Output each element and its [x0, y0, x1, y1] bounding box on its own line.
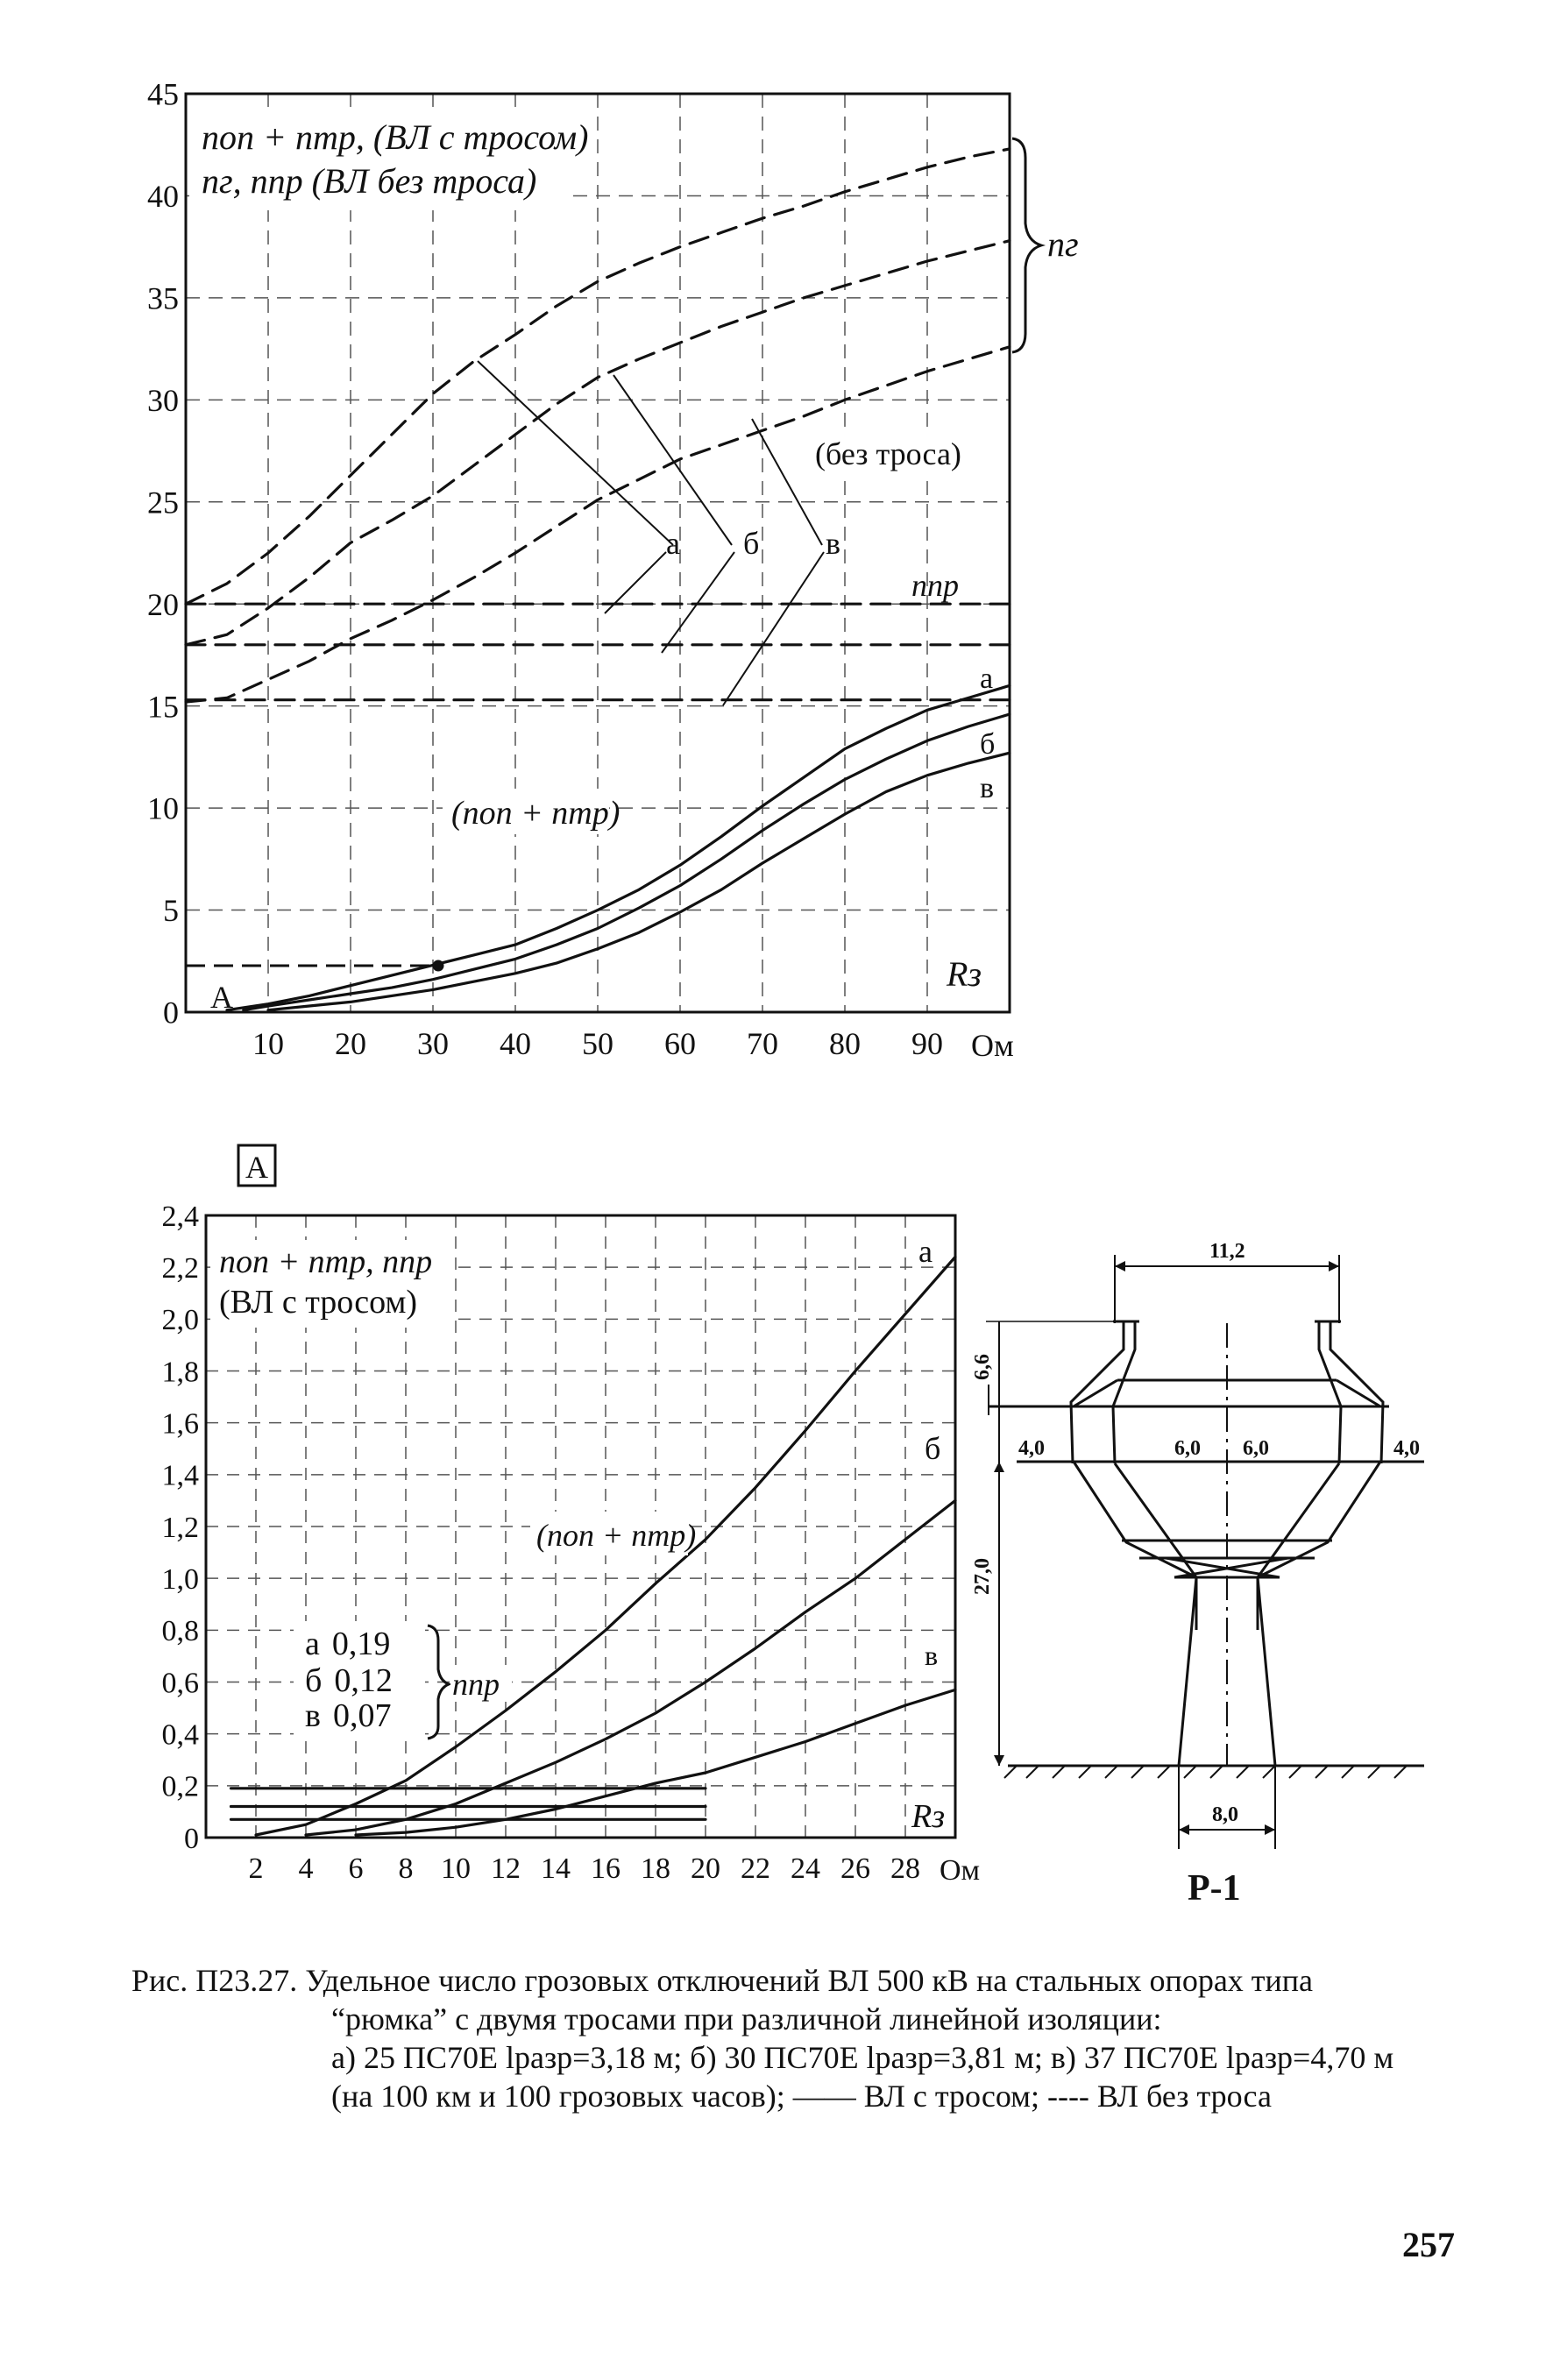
series-line-solid	[227, 685, 1010, 1009]
chart-top-curve-label-v: в	[826, 526, 840, 561]
y-tick-label: 10	[147, 790, 179, 826]
tower-dim-left-arm: 4,0	[1018, 1437, 1045, 1460]
chart-inset-y-title-line1: nоп + nтр, nпр	[219, 1243, 433, 1280]
figure-caption	[131, 1961, 1446, 2115]
chart-top-label-rz: Rз	[947, 954, 982, 994]
y-tick-label: 30	[147, 382, 179, 418]
y-tick-label: 20	[147, 586, 179, 622]
x-tick-label: 26	[840, 1852, 870, 1885]
caption-line3: а) 25 ПС70Е lразр=3,18 м; б) 30 ПС70Е lразр=3,81 м; в) 37 ПС70Е lразр=4,70 м	[331, 2040, 1394, 2075]
x-tick-label: 80	[829, 1026, 861, 1061]
x-tick-label: 22	[741, 1852, 770, 1885]
tower-dim-center-right: 6,0	[1243, 1437, 1269, 1460]
tower-name: Р-1	[1188, 1868, 1241, 1909]
x-tick-label: 16	[591, 1852, 620, 1885]
chart-top-right-label-v: в	[980, 772, 995, 804]
chart-inset-curve-label-v: в	[925, 1640, 939, 1671]
tower-dim-height-lower: 27,0	[971, 1558, 994, 1595]
tower-dim-base-width: 8,0	[1212, 1803, 1238, 1826]
chart-inset-curve-label-b: б	[925, 1431, 941, 1466]
x-tick-label: 6	[348, 1852, 364, 1885]
y-tick-label: 35	[147, 280, 179, 316]
y-tick-label: 45	[147, 76, 179, 112]
chart-top-brace	[1012, 138, 1041, 352]
y-tick-label: 0	[184, 1822, 199, 1855]
chart-inset-label-rz: Rз	[911, 1798, 946, 1835]
x-tick-label: 10	[252, 1026, 284, 1061]
chart-top-grid	[186, 94, 1010, 1012]
x-tick-label: 20	[691, 1852, 720, 1885]
chart-inset-x-unit: Ом	[940, 1854, 981, 1887]
x-tick-label: 14	[541, 1852, 571, 1885]
tower-dim-top-width: 11,2	[1209, 1240, 1245, 1263]
chart-top-right-label-a: а	[980, 662, 994, 695]
y-tick-label: 0,4	[161, 1718, 199, 1752]
y-tick-label: 1,6	[161, 1407, 199, 1441]
y-tick-label: 40	[147, 179, 179, 215]
chart-inset	[162, 1145, 981, 1887]
chart-top-y-title-line1: nоп + nтр, (ВЛ с тросом)	[202, 117, 589, 157]
y-tick-label: 1,0	[161, 1563, 199, 1597]
chart-top-leader-lines	[478, 361, 824, 705]
y-tick-label: 0,6	[161, 1667, 199, 1700]
tower-diagram	[986, 1255, 1424, 1849]
chart-top-right-label-b: б	[980, 728, 996, 761]
x-tick-label: 10	[441, 1852, 471, 1885]
chart-inset-label-npr: nпр	[452, 1667, 500, 1702]
inset-legend-row-b: б 0,12	[305, 1662, 393, 1699]
y-tick-label: 1,2	[161, 1511, 199, 1544]
chart-inset-label-nop-ntr: (nоп + nтр)	[536, 1518, 697, 1553]
inset-legend-row-a: а 0,19	[305, 1626, 391, 1662]
page-number: 257	[1402, 2225, 1455, 2264]
chart-top-x-unit: Ом	[971, 1028, 1014, 1063]
chart-top-label-ng: nг	[1047, 224, 1079, 264]
x-tick-label: 8	[398, 1852, 414, 1885]
y-tick-label: 1,8	[161, 1356, 199, 1389]
y-tick-label: 0	[163, 995, 179, 1031]
tower-dim-height-upper: 6,6	[971, 1354, 994, 1380]
chart-inset-curve-label-a: а	[918, 1234, 933, 1269]
x-tick-label: 30	[417, 1026, 449, 1061]
chart-inset-y-title-line2: (ВЛ с тросом)	[219, 1284, 418, 1321]
x-tick-label: 2	[248, 1852, 264, 1885]
x-tick-label: 4	[298, 1852, 314, 1885]
x-tick-label: 50	[582, 1026, 613, 1061]
y-tick-label: 0,2	[161, 1770, 199, 1803]
x-tick-label: 20	[335, 1026, 366, 1061]
y-tick-label: 2,2	[161, 1252, 199, 1286]
x-tick-label: 40	[500, 1026, 531, 1061]
y-tick-label: 5	[163, 893, 179, 929]
caption-line2: “рюмка” с двумя тросами при различной линейной изоляции:	[331, 2001, 1162, 2036]
chart-top-label-nop-ntr: (nоп + nтр)	[451, 795, 620, 832]
caption-line4: (на 100 км и 100 грозовых часов); —— ВЛ с тросом; ---- ВЛ без троса	[331, 2079, 1272, 2114]
chart-top-curve-label-b: б	[743, 526, 760, 561]
inset-label: A	[245, 1150, 268, 1185]
chart-top-tick-labels	[147, 77, 943, 1061]
x-tick-label: 18	[641, 1852, 670, 1885]
series-line-solid	[268, 753, 1010, 1009]
tower-dim-right-arm: 4,0	[1393, 1437, 1420, 1460]
x-tick-label: 70	[747, 1026, 778, 1061]
x-tick-label: 28	[890, 1852, 920, 1885]
y-tick-label: 1,4	[161, 1459, 199, 1492]
chart-top-label-region-A: A	[210, 980, 233, 1015]
x-tick-label: 90	[911, 1026, 943, 1061]
y-tick-label: 2,0	[161, 1304, 199, 1337]
y-tick-label: 0,8	[161, 1615, 199, 1648]
x-tick-label: 24	[791, 1852, 820, 1885]
chart-top-label-npr: nпр	[911, 568, 959, 603]
caption-prefix: Рис. П23.27.	[131, 1963, 298, 1998]
chart-top-region-A-marker	[186, 961, 443, 970]
x-tick-label: 12	[491, 1852, 521, 1885]
chart-top-curve-label-a: а	[666, 526, 680, 561]
x-tick-label: 60	[664, 1026, 696, 1061]
chart-top-label-bez-trosa: (без троса)	[815, 436, 961, 471]
tower-dim-center-left: 6,0	[1174, 1437, 1201, 1460]
caption-line1: Удельное число грозовых отключений ВЛ 500 кВ на стальных опорах типа	[305, 1963, 1314, 1998]
chart-top-y-title-line2: nг, nпр (ВЛ без троса)	[202, 161, 537, 201]
y-tick-label: 15	[147, 689, 179, 725]
chart-top	[147, 77, 1079, 1063]
y-tick-label: 25	[147, 485, 179, 521]
inset-legend-row-v: в 0,07	[305, 1697, 392, 1734]
y-tick-label: 2,4	[161, 1200, 199, 1233]
